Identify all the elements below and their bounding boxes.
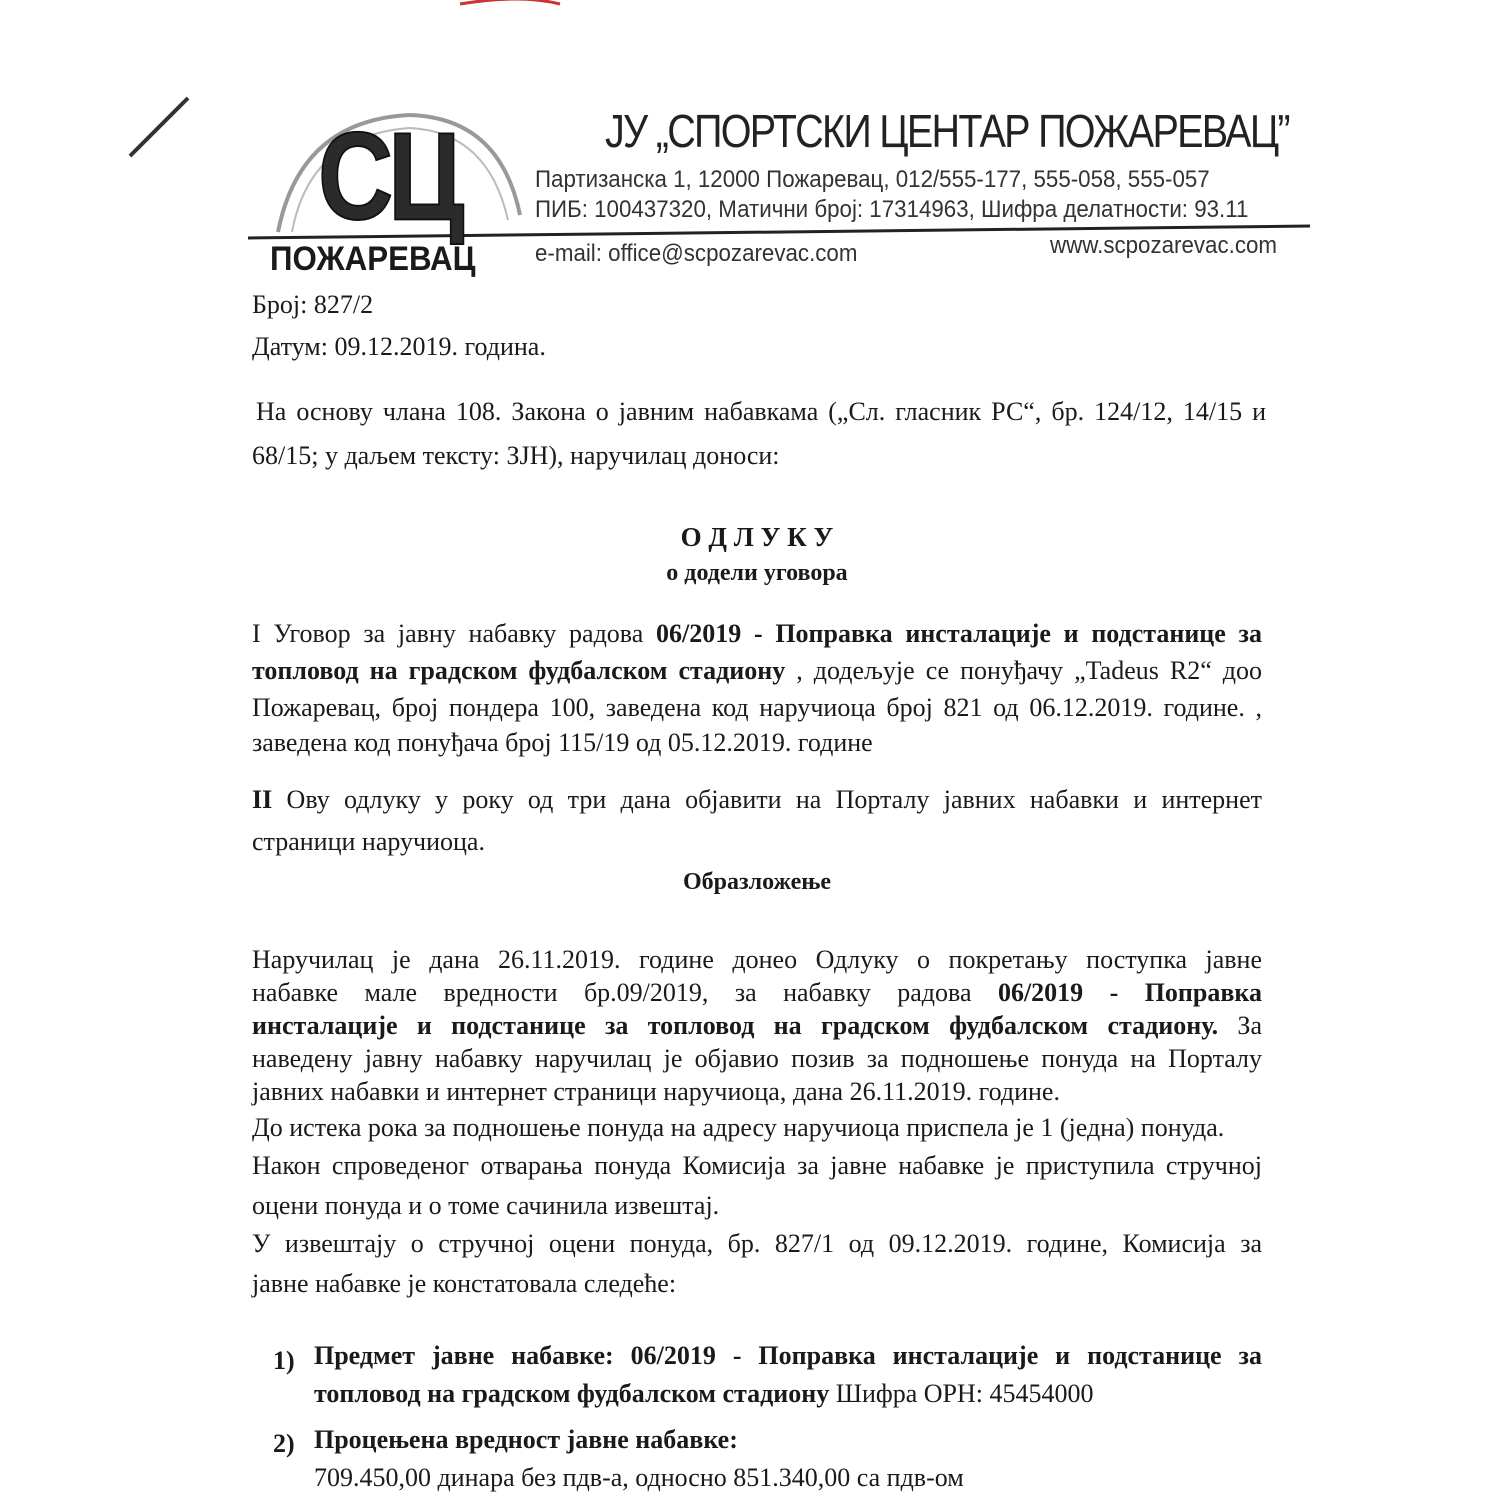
intro-line: На основу члана 108. Закона о јавним набавкама („Сл. гласник РС“, бр. 124/12, 14/15 и [256,397,1266,426]
procurement-subject: 06/2019 - Поправка инсталације и подстанице за [656,619,1262,648]
reasoning-title: Образложење [682,869,832,895]
logo-city: ПОЖАРЕВАЦ [270,240,476,278]
text: страници наручиоца. [252,827,485,856]
text: оцени понуда и о томе сачинила извештај. [252,1191,720,1220]
text: I Уговор за јавну набавку радова [252,619,656,648]
text: У извештају о стручној оцени понуда, бр. 827/1 од 09.12.2019. године, Комисија за [252,1229,1262,1258]
intro-line: 68/15; у даљем тексту: ЗЈН), наручилац доноси: [252,441,780,470]
text: топловод на градском фудбалском стадиону [314,1379,830,1408]
text: Наручилац је дана 26.11.2019. године донео Одлуку о покретању поступка јавне [252,945,1262,974]
text: набавке мале вредности бр.09/2019, за набавку радова [252,978,998,1007]
text: јавне набавке је констатовала следеће: [252,1269,677,1298]
text: наведену јавну набавку наручилац је објавио позив за подношење понуда на Порталу [252,1044,1262,1073]
procurement-subject: топловод на градском фудбалском стадиону [252,656,786,685]
text: , додељује се понуђачу „Tadeus R2“ доо [785,656,1262,685]
procurement-subject: 06/2019 - Поправка [997,978,1262,1007]
decision-subtitle: о додели уговора [666,560,848,586]
procurement-subject: инсталације и подстанице за топловод на градском фудбалском стадиону. [252,1011,1219,1040]
text: Пожаревац, број пондера 100, заведена код наручиоца број 821 од 06.12.2019. године. , [252,693,1262,722]
text: За [1218,1011,1262,1040]
text: 709.450,00 динара без пдв-а, односно 851.340,00 са пдв-ом [314,1463,964,1492]
text: Предмет јавне набавке: 06/2019 - Поправка инсталације и подстанице за [314,1341,1262,1370]
text: јавних набавки и интернет страници наручиоца, дана 26.11.2019. године. [252,1077,1060,1106]
document-number: Број: 827/2 [252,290,374,319]
org-email: e-mail: office@scpozarevac.com [535,240,858,267]
list-number: 2) [273,1429,295,1458]
list-number: 1) [273,1346,295,1375]
text: До истека рока за подношење понуда на адресу наручиоца приспела је 1 (једна) понуда. [252,1113,1225,1142]
text: Ову одлуку у року од три дана објавити на Порталу јавних набавки и интернет [272,785,1262,814]
text: Након спроведеног отварања понуда Комисија за јавне набавке је приступила стручној [252,1151,1262,1180]
org-ids: ПИБ: 100437320, Матични број: 17314963, Шифра делатности: 93.11 [535,196,1249,223]
text: заведена код понуђача број 115/19 од 05.12.2019. године [252,728,873,757]
section-number: II [252,785,273,814]
org-address: Партизанска 1, 12000 Пожаревац, 012/555-177, 555-058, 555-057 [535,166,1210,193]
document-date: Датум: 09.12.2019. година. [252,332,546,361]
org-website: www.scpozarevac.com [1050,232,1277,259]
text: Шифра ОРН: 45454000 [829,1379,1094,1408]
org-name: ЈУ „СПОРТСКИ ЦЕНТАР ПОЖАРЕВАЦ” [605,105,1289,157]
logo-mark: СЦ [318,108,460,246]
text: Процењена вредност јавне набавке: [314,1425,738,1454]
decision-title: О Д Л У К У [680,522,834,552]
